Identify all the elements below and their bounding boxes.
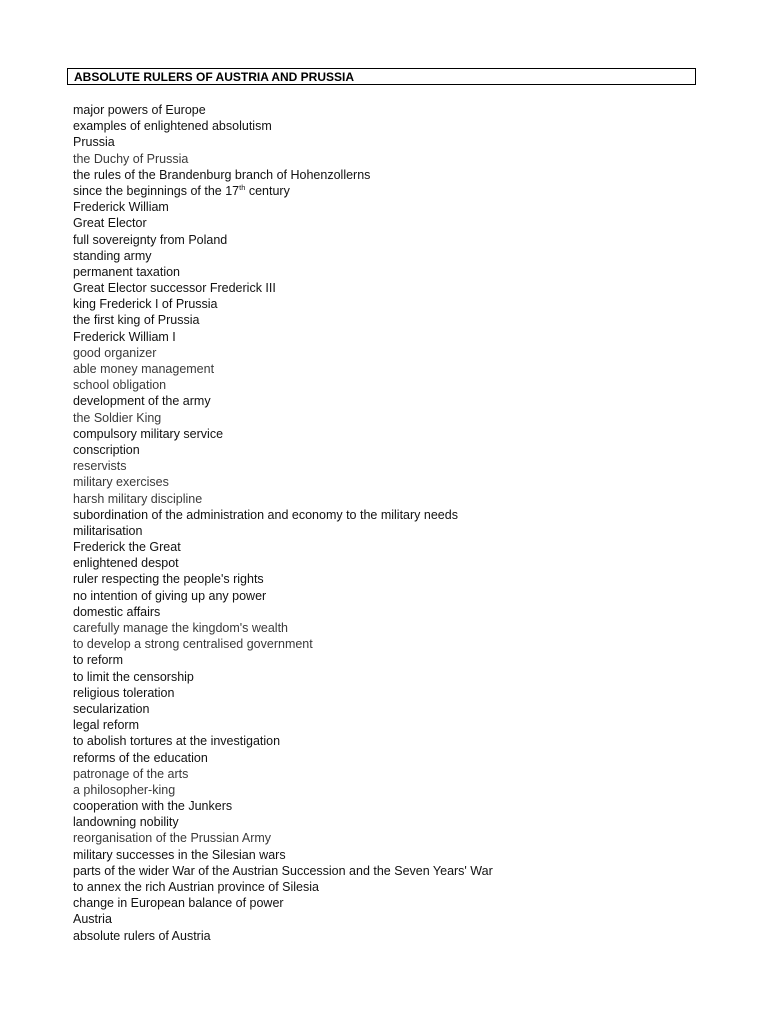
term-item (73, 717, 493, 733)
term-item (73, 571, 493, 587)
term-text: no intention of giving up any power (73, 588, 267, 603)
term-text: development of the army (73, 394, 211, 409)
term-text: conscription (73, 442, 140, 457)
term-text: militarisation (73, 523, 143, 538)
term-item (73, 733, 493, 749)
term-item (73, 377, 493, 393)
term-item (73, 458, 493, 474)
term-text: full sovereignty from Poland (73, 232, 228, 247)
term-item (73, 588, 493, 604)
term-text: cooperation with the Junkers (73, 799, 233, 814)
term-item (73, 879, 493, 895)
term-text: military successes in the Silesian wars (73, 847, 286, 862)
term-text: Great Elector (73, 216, 147, 231)
term-text: a philosopher-king (73, 782, 176, 797)
document-title: ABSOLUTE RULERS OF AUSTRIA AND PRUSSIA (67, 68, 696, 85)
term-item (73, 264, 493, 280)
term-text: compulsory military service (73, 426, 224, 441)
term-item (73, 118, 493, 134)
term-item (73, 183, 493, 199)
term-item (73, 750, 493, 766)
term-text: absolute rulers of Austria (73, 928, 211, 943)
term-item (73, 911, 493, 927)
term-text: good organizer (73, 345, 157, 360)
term-text: the rules of the Brandenburg branch of Hohenzollerns (73, 167, 371, 182)
term-text: military exercises (73, 475, 169, 490)
term-item (73, 491, 493, 507)
term-text: religious toleration (73, 685, 175, 700)
term-text: legal reform (73, 718, 139, 733)
term-item (73, 151, 493, 167)
term-item (73, 928, 493, 944)
term-item (73, 798, 493, 814)
term-list (73, 102, 493, 944)
term-text: permanent taxation (73, 264, 181, 279)
term-item (73, 863, 493, 879)
term-text: to limit the censorship (73, 669, 194, 684)
term-item (73, 134, 493, 150)
term-text: patronage of the arts (73, 766, 189, 781)
term-item (73, 895, 493, 911)
term-text-continued: century (245, 183, 290, 198)
term-item (73, 312, 493, 328)
term-text: to develop a strong centralised government (73, 637, 313, 652)
term-item (73, 426, 493, 442)
term-item (73, 215, 493, 231)
term-item (73, 669, 493, 685)
term-text: domestic affairs (73, 604, 161, 619)
term-text: Austria (73, 912, 112, 927)
term-text: Frederick the Great (73, 540, 181, 555)
term-text: king Frederick I of Prussia (73, 297, 218, 312)
term-text: major powers of Europe (73, 103, 206, 117)
term-item (73, 604, 493, 620)
term-item (73, 329, 493, 345)
term-text: subordination of the administration and economy to the military needs (73, 507, 458, 522)
term-item (73, 410, 493, 426)
term-text: parts of the wider War of the Austrian Succession and the Seven Years' War (73, 863, 493, 878)
term-item (73, 685, 493, 701)
term-text: secularization (73, 701, 150, 716)
term-item (73, 539, 493, 555)
term-text: Great Elector successor Frederick III (73, 281, 276, 296)
term-text: to abolish tortures at the investigation (73, 734, 281, 749)
term-item (73, 701, 493, 717)
term-item (73, 345, 493, 361)
term-text: landowning nobility (73, 815, 179, 830)
term-text: the first king of Prussia (73, 313, 200, 328)
term-text: the Soldier King (73, 410, 162, 425)
term-item (73, 393, 493, 409)
term-text: standing army (73, 248, 152, 263)
term-item (73, 296, 493, 312)
term-item (73, 555, 493, 571)
term-text: harsh military discipline (73, 491, 203, 506)
term-item (73, 232, 493, 248)
term-item (73, 474, 493, 490)
term-item (73, 636, 493, 652)
term-text: to annex the rich Austrian province of Silesia (73, 880, 319, 894)
term-item (73, 830, 493, 846)
term-text: Frederick William (73, 200, 169, 215)
term-item (73, 847, 493, 863)
term-text: carefully manage the kingdom's wealth (73, 621, 289, 635)
term-item (73, 620, 493, 636)
term-item (73, 782, 493, 798)
term-item (73, 652, 493, 668)
term-item (73, 814, 493, 830)
term-item (73, 361, 493, 377)
term-item (73, 766, 493, 782)
term-text: the Duchy of Prussia (73, 151, 189, 166)
term-text: to reform (73, 653, 124, 668)
term-text: change in European balance of power (73, 896, 284, 911)
term-text: since the beginnings of the 17 (73, 183, 240, 198)
term-text: enlightened despot (73, 556, 179, 571)
term-item (73, 523, 493, 539)
term-item (73, 248, 493, 264)
term-item (73, 199, 493, 215)
term-superscript: th (239, 182, 246, 192)
term-item (73, 167, 493, 183)
term-text: Prussia (73, 135, 115, 150)
term-text: examples of enlightened absolutism (73, 119, 272, 134)
term-text: ruler respecting the people's rights (73, 572, 264, 587)
term-text: able money management (73, 362, 215, 376)
term-item (73, 280, 493, 296)
term-text: reforms of the education (73, 750, 208, 765)
term-text: Frederick William I (73, 329, 176, 344)
term-item (73, 507, 493, 523)
term-item (73, 102, 493, 118)
term-text: reservists (73, 459, 127, 474)
term-text: reorganisation of the Prussian Army (73, 831, 272, 846)
term-item (73, 442, 493, 458)
term-text: school obligation (73, 378, 167, 393)
